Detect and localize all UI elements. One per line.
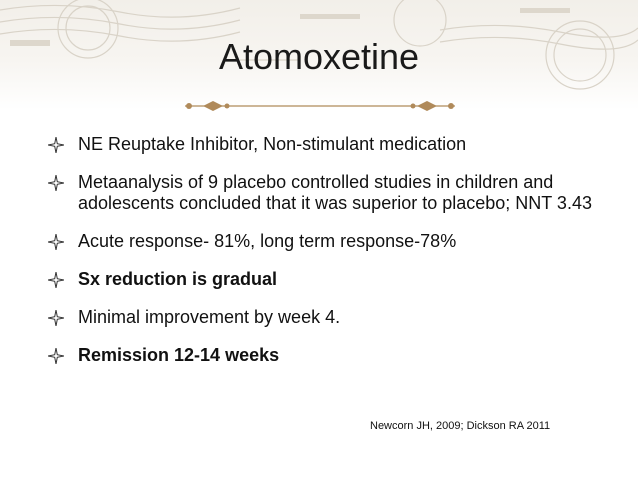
list-item (48, 172, 608, 214)
bullet-text: Remission 12-14 weeks (78, 345, 280, 365)
bullet-text: Minimal improvement by week 4. (78, 307, 341, 327)
diamond-ornament-icon (185, 96, 455, 116)
list-item (48, 269, 608, 290)
four-point-star-icon (48, 234, 64, 250)
bullet-text: Sx reduction is gradual (78, 269, 278, 289)
bullet-list (48, 134, 608, 383)
four-point-star-icon (48, 175, 64, 191)
four-point-star-icon (48, 137, 64, 153)
list-item (48, 345, 608, 366)
four-point-star-icon (48, 310, 64, 326)
four-point-star-icon (48, 348, 64, 364)
bullet-text: NE Reuptake Inhibitor, Non-stimulant medication (78, 134, 467, 154)
bullet-text: Metaanalysis of 9 placebo controlled studies in children and adolescents concluded that it was superior to placebo; NNT 3.43 (78, 172, 592, 213)
citation: Newcorn JH, 2009; Dickson RA 2011 (370, 420, 551, 432)
slide-title: Atomoxetine (218, 36, 420, 77)
list-item (48, 134, 608, 155)
list-item (48, 231, 608, 252)
four-point-star-icon (48, 272, 64, 288)
bullet-text: Acute response- 81%, long term response-78% (78, 231, 457, 251)
list-item (48, 307, 608, 328)
